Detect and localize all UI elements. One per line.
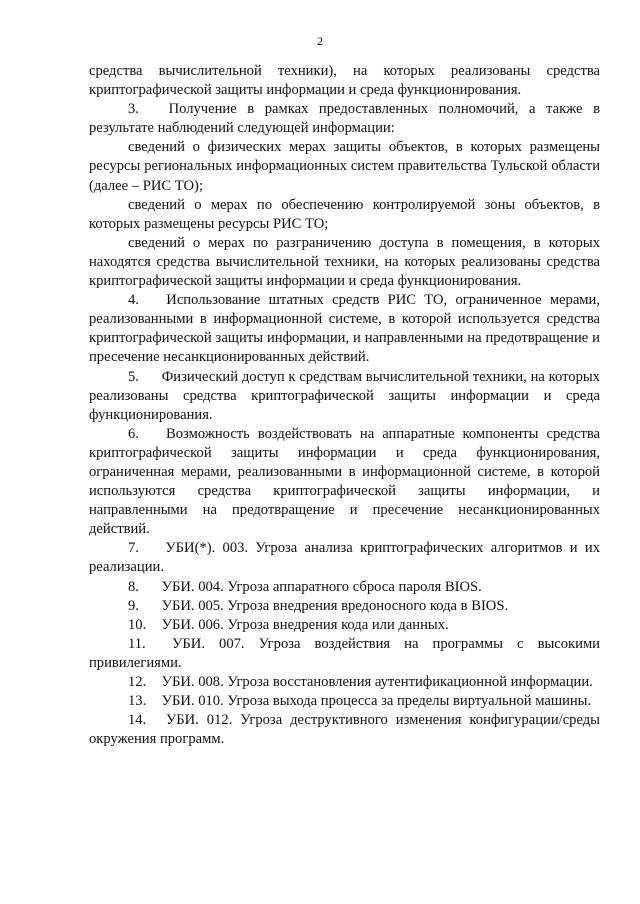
list-item-text: УБИ. 010. Угроза выхода процесса за пределы виртуальной машины. — [161, 693, 592, 710]
list-item-text: УБИ. 007. Угроза воздействия на программы с высокими привилегиями. — [89, 635, 600, 671]
list-item-13 — [89, 692, 600, 711]
list-number: 5. — [128, 368, 139, 385]
list-item-7 — [89, 539, 600, 577]
sub-item-access-control: сведений о мерах по разграничению доступа в помещения, в которых находятся средства вычислительной техники, на которых реализованы средства криптографической защиты информации и среда функционирования. — [89, 234, 600, 290]
list-number: 14. — [128, 712, 147, 729]
list-item-text: Возможность воздействовать на аппаратные компоненты средства криптографической защиты информации и среда функционирования, ограниченная мерами, реализованными в информационной системе, в которой используются средства криптографической защиты информации, и направленными на предотвращение и пресечение несанкционированных действий. — [89, 425, 600, 538]
list-item-6 — [89, 425, 600, 540]
page-number: 2 — [317, 34, 323, 48]
list-number: 13. — [128, 693, 147, 710]
list-item-text: УБИ. 012. Угроза деструктивного изменения конфигурации/среды окружения программ. — [89, 712, 600, 748]
list-item-4 — [89, 291, 600, 367]
list-item-text: УБИ(*). 003. Угроза анализа криптографических алгоритмов и их реализации. — [89, 540, 600, 576]
list-item-11 — [89, 635, 600, 673]
list-item-text: УБИ. 005. Угроза внедрения вредоносного кода в BIOS. — [161, 597, 509, 614]
list-item-12 — [89, 673, 600, 692]
sub-item-controlled-zone: сведений о мерах по обеспечению контролируемой зоны объектов, в которых размещены ресурсы РИС ТО; — [89, 196, 600, 232]
sub-item-physical-measures: сведений о физических мерах защиты объектов, в которых размещены ресурсы региональных информационных систем правительства Тульской области (далее – РИС ТО); — [89, 139, 600, 194]
list-item-text: УБИ. 004. Угроза аппаратного сброса пароля BIOS. — [161, 578, 482, 595]
list-item-5 — [89, 368, 600, 425]
list-number: 11. — [128, 635, 146, 652]
list-item-14 — [89, 711, 600, 749]
list-item-9 — [89, 597, 600, 616]
list-number: 9. — [128, 597, 139, 614]
list-number: 12. — [128, 674, 147, 690]
document-body — [89, 62, 600, 749]
list-number: 8. — [128, 578, 139, 595]
list-item-8 — [89, 578, 600, 597]
list-item-text: УБИ. 006. Угроза внедрения кода или данных. — [161, 616, 449, 633]
list-item-3 — [89, 100, 600, 138]
list-item-text: Получение в рамках предоставленных полномочий, а также в результате наблюдений следующей информации: — [89, 101, 600, 137]
list-item-text: УБИ. 008. Угроза восстановления аутентификационной информации. — [161, 674, 593, 690]
paragraph-continuation: средства вычислительной техники), на которых реализованы средства криптографической защиты информации и среда функционирования. — [89, 63, 600, 99]
list-number: 7. — [128, 540, 139, 557]
list-item-text: Физический доступ к средствам вычислительной техники, на которых реализованы средства криптографической защиты информации и среда функционирования. — [89, 368, 600, 423]
list-number: 6. — [128, 425, 139, 442]
list-item-text: Использование штатных средств РИС ТО, ограниченное мерами, реализованными в информационной системе, в которой используется средства криптографической защиты информации, и направленными на предотвращение и пресечение несанкционированных действий. — [89, 292, 600, 366]
list-number: 3. — [128, 101, 139, 118]
list-item-10 — [89, 616, 600, 635]
list-number: 4. — [128, 292, 139, 309]
list-number: 10. — [128, 616, 147, 633]
